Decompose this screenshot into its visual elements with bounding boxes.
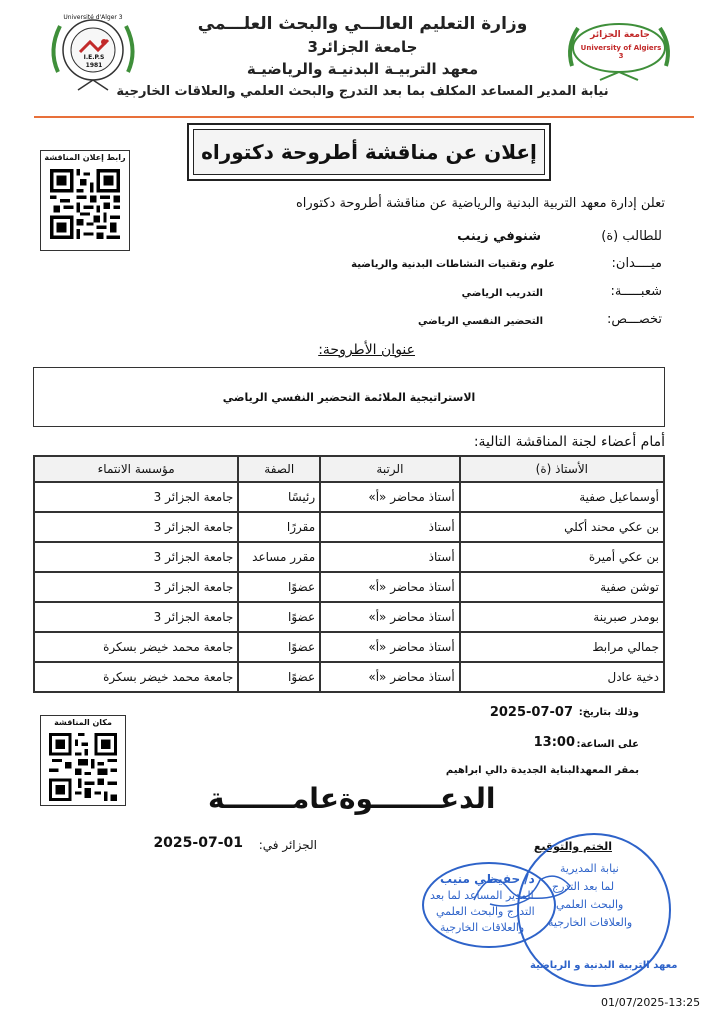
cell-institution: جامعة الجزائر 3 xyxy=(34,602,238,632)
university-name: جامعة الجزائر3 xyxy=(307,38,418,56)
signatory-title-line: المدير المساعد لما بعد xyxy=(430,889,534,902)
cell-role: عضوًا xyxy=(238,662,320,692)
time-label: على الساعة: xyxy=(576,739,639,750)
cell-name: أوسماعيل صفية xyxy=(460,482,664,512)
date-label: وذلك بتاريخ: xyxy=(578,707,639,718)
intro-text: تعلن إدارة معهد التربية البدنية والرياضية عن مناقشة أطروحة دكتوراه xyxy=(296,196,665,211)
announcement-title: إعلان عن مناقشة أطروحة دكتوراه xyxy=(193,129,545,175)
left-logo-year: 1981 xyxy=(85,62,103,69)
left-logo-caption: Université d'Alger 3 xyxy=(63,14,123,21)
thesis-title-label: عنوان الأطروحة: xyxy=(318,342,415,358)
cell-role: مقررًا xyxy=(238,512,320,542)
left-logo-code: I.E.P.S xyxy=(83,54,105,61)
announcement-title-box xyxy=(187,123,551,181)
cell-institution: جامعة الجزائر 3 xyxy=(34,572,238,602)
cell-role: مقرر مساعد xyxy=(238,542,320,572)
round-stamp-line: لما بعد التدرج xyxy=(552,880,615,893)
signatory-name: د/ حفيظي منيب xyxy=(440,872,535,886)
table-header-row xyxy=(34,456,664,482)
student-name: شنوفي زينب xyxy=(457,229,541,244)
venue-value: البناية الجديدة دالي ابراهيم xyxy=(445,765,579,776)
cell-rank: أستاذ محاضر «أ» xyxy=(320,572,460,602)
cell-name: توشن صفية xyxy=(460,572,664,602)
cell-name: بومدر صبرينة xyxy=(460,602,664,632)
table-row xyxy=(34,602,664,632)
signatory-title-line: التدرج والبحث العلمي xyxy=(436,905,535,918)
qr-code-icon[interactable] xyxy=(50,169,120,243)
cell-rank: أستاذ محاضر «أ» xyxy=(320,632,460,662)
qr-venue-label: مكان المناقشة xyxy=(54,718,112,727)
cell-institution: جامعة الجزائر 3 xyxy=(34,542,238,572)
specialty-label: تخصـــص: xyxy=(606,312,662,327)
field-value: علوم وتقنيات النشاطات البدنية والرياضية xyxy=(351,259,555,270)
time-value: 13:00 xyxy=(533,735,575,750)
signature-label: الختم والتوقيع xyxy=(533,840,612,853)
institute-name: معهد التربيـة البدنيـة والرياضيـة xyxy=(246,60,479,78)
cell-role: رئيسًا xyxy=(238,482,320,512)
specialty-value: التحضير النفسي الرياضي xyxy=(417,316,543,327)
round-stamp-line: والبحث العلمي xyxy=(556,898,624,911)
handwritten-signature xyxy=(470,860,580,924)
thesis-title-box xyxy=(33,367,665,427)
cell-institution: جامعة الجزائر 3 xyxy=(34,482,238,512)
cell-rank: أستاذ محاضر «أ» xyxy=(320,482,460,512)
table-row xyxy=(34,572,664,602)
jury-heading: أمام أعضاء لجنة المناقشة التالية: xyxy=(473,434,665,450)
cell-role: عضوًا xyxy=(238,632,320,662)
header-divider xyxy=(34,116,694,118)
round-stamp-line: والعلاقات الخارجية xyxy=(548,916,633,929)
cell-institution: جامعة الجزائر 3 xyxy=(34,512,238,542)
cell-name: بن عكي أميرة xyxy=(460,542,664,572)
column-header-professor: الأستاذ (ة) xyxy=(460,456,664,482)
table-row xyxy=(34,632,664,662)
branch-value: التدريب الرياضي xyxy=(461,288,543,299)
cell-name: دخية عادل xyxy=(460,662,664,692)
cell-name: بن عكي محند أكلي xyxy=(460,512,664,542)
cell-rank: أستاذ محاضر «أ» xyxy=(320,662,460,692)
column-header-role: الصفة xyxy=(238,456,320,482)
field-label: ميــــدان: xyxy=(611,256,662,271)
jury-table xyxy=(33,455,665,693)
table-row xyxy=(34,542,664,572)
qr-announcement-label: رابط إعلان المناقشة xyxy=(44,153,126,162)
signatory-title-line: والعلاقات الخارجية xyxy=(440,921,525,934)
cell-institution: جامعة محمد خيضر بسكرة xyxy=(34,632,238,662)
column-header-rank: الرتبة xyxy=(320,456,460,482)
column-header-institution: مؤسسة الانتماء xyxy=(34,456,238,482)
qr-code-icon[interactable] xyxy=(49,733,117,805)
cell-rank: أستاذ xyxy=(320,542,460,572)
student-label: للطالب (ة) xyxy=(601,229,662,244)
public-invitation: الدعـــــــوةعامـــــــة xyxy=(208,782,496,815)
place-date-label: الجزائر في: xyxy=(258,838,317,852)
right-logo-english: University of Algiers 3 xyxy=(580,44,662,60)
table-row xyxy=(34,662,664,692)
branch-label: شعبـــــة: xyxy=(610,284,662,299)
place-date-value: 2025-07-01 xyxy=(153,835,243,851)
cell-rank: أستاذ xyxy=(320,512,460,542)
table-row xyxy=(34,482,664,512)
cell-role: عضوًا xyxy=(238,572,320,602)
thesis-title: الاستراتيجية الملائمة التحضير النفسي الرياضي xyxy=(222,390,476,404)
footer-timestamp: 01/07/2025-13:25 xyxy=(601,996,701,1009)
venue-label: بمقر المعهد: xyxy=(575,765,639,776)
cell-rank: أستاذ محاضر «أ» xyxy=(320,602,460,632)
cell-role: عضوًا xyxy=(238,602,320,632)
table-row xyxy=(34,512,664,542)
cell-name: جمالي مرابط xyxy=(460,632,664,662)
ministry-name: وزارة التعليم العالـــي والبحث العلـــمي xyxy=(197,14,528,34)
round-stamp-line: معهد التربية البدنية و الرياضية xyxy=(530,960,678,971)
right-logo-arabic: جامعة الجزائر xyxy=(590,30,650,40)
vice-directorate-name: نيابة المدير المساعد المكلف بما بعد التدرج والبحث العلمي والعلاقات الخارجية xyxy=(116,84,609,99)
round-stamp-line: نيابة المديرية xyxy=(560,862,619,875)
cell-institution: جامعة محمد خيضر بسكرة xyxy=(34,662,238,692)
date-value: 2025-07-07 xyxy=(489,705,573,720)
